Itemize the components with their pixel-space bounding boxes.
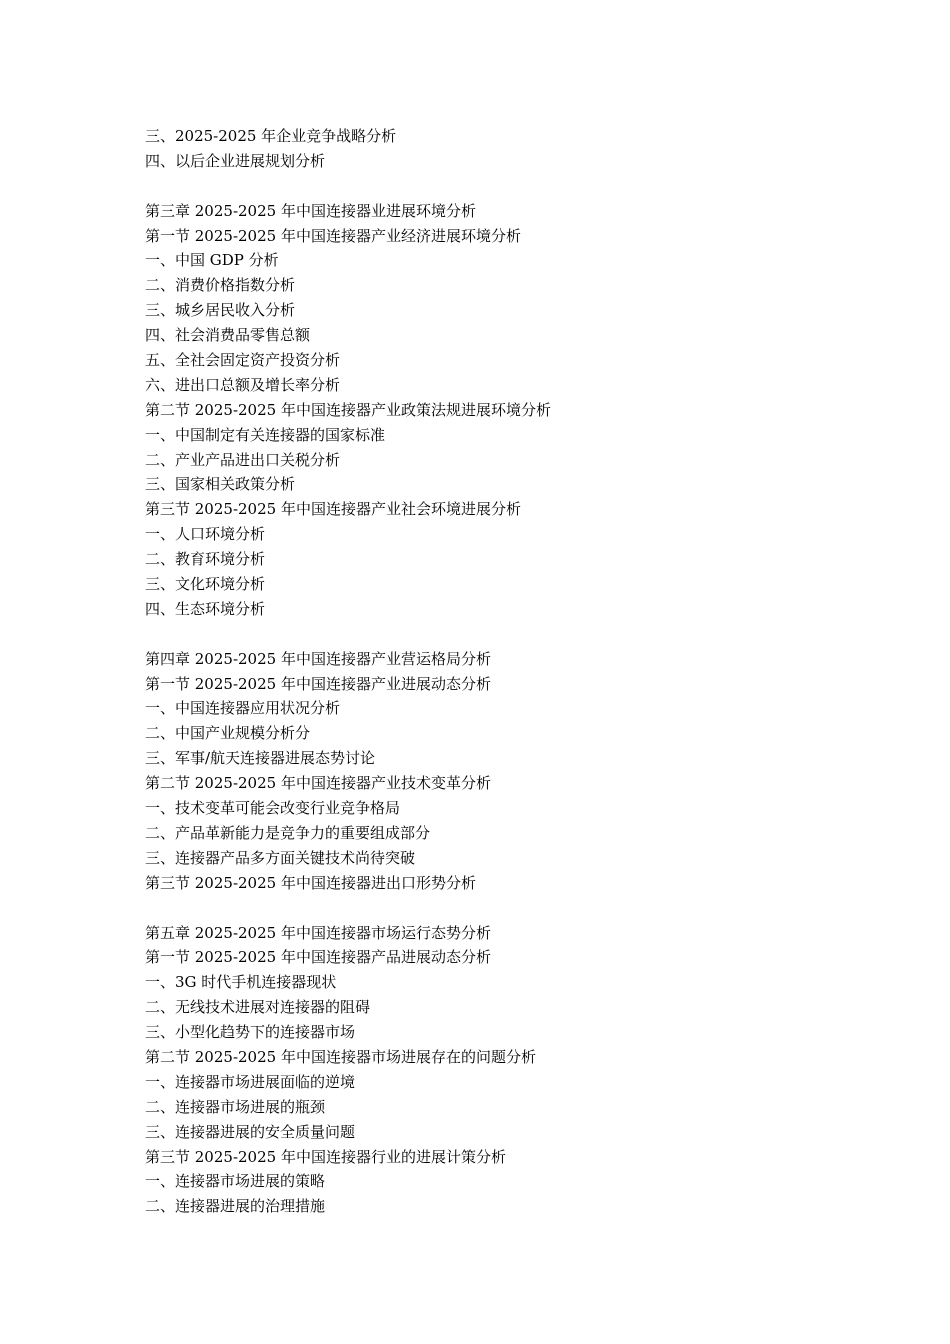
section-heading: 第二节 2025-2025 年中国连接器产业政策法规进展环境分析 — [145, 400, 551, 419]
section-heading: 第一节 2025-2025 年中国连接器产业经济进展环境分析 — [145, 226, 521, 245]
chapter-heading: 第四章 2025-2025 年中国连接器产业营运格局分析 — [145, 649, 491, 668]
toc-item: 二、连接器进展的治理措施 — [145, 1197, 326, 1216]
blank-line — [145, 622, 905, 647]
section-heading: 第二节 2025-2025 年中国连接器产业技术变革分析 — [145, 774, 491, 793]
toc-item: 二、中国产业规模分析分 — [145, 724, 311, 743]
toc-item: 一、中国 GDP 分析 — [145, 251, 279, 270]
blank-line — [145, 896, 905, 921]
blank-line — [145, 174, 905, 199]
toc-item: 六、进出口总额及增长率分析 — [145, 375, 341, 394]
toc-item: 三、军事/航天连接器进展态势讨论 — [145, 749, 376, 768]
toc-item: 二、产业产品进出口关税分析 — [145, 450, 341, 469]
toc-item: 三、连接器产品多方面关键技术尚待突破 — [145, 848, 416, 867]
toc-item: 一、中国连接器应用状况分析 — [145, 699, 341, 718]
toc-item: 四、生态环境分析 — [145, 599, 266, 618]
section-heading: 第一节 2025-2025 年中国连接器产品进展动态分析 — [145, 948, 491, 967]
section-heading: 第三节 2025-2025 年中国连接器行业的进展计策分析 — [145, 1147, 506, 1166]
chapter-heading: 第五章 2025-2025 年中国连接器市场运行态势分析 — [145, 923, 491, 942]
toc-item: 三、城乡居民收入分析 — [145, 301, 296, 320]
toc-item: 五、全社会固定资产投资分析 — [145, 351, 341, 370]
section-heading: 第一节 2025-2025 年中国连接器产业进展动态分析 — [145, 674, 491, 693]
chapter-heading: 第三章 2025-2025 年中国连接器业进展环境分析 — [145, 201, 476, 220]
section-heading: 第二节 2025-2025 年中国连接器市场进展存在的问题分析 — [145, 1047, 536, 1066]
toc-item: 三、国家相关政策分析 — [145, 475, 296, 494]
toc-item: 四、社会消费品零售总额 — [145, 326, 311, 345]
section-heading: 第三节 2025-2025 年中国连接器产业社会环境进展分析 — [145, 500, 521, 519]
toc-item: 二、教育环境分析 — [145, 550, 266, 569]
section-heading: 第三节 2025-2025 年中国连接器进出口形势分析 — [145, 873, 476, 892]
toc-item: 一、连接器市场进展面临的逆境 — [145, 1072, 356, 1091]
toc-item: 一、中国制定有关连接器的国家标准 — [145, 425, 386, 444]
toc-item: 三、连接器进展的安全质量问题 — [145, 1122, 356, 1141]
toc-item: 三、2025-2025 年企业竞争战略分析 — [145, 127, 397, 145]
toc-item: 三、小型化趋势下的连接器市场 — [145, 1023, 356, 1042]
toc-item: 二、无线技术进展对连接器的阻碍 — [145, 998, 371, 1017]
toc-item: 二、产品革新能力是竞争力的重要组成部分 — [145, 823, 431, 842]
toc-item: 二、连接器市场进展的瓶颈 — [145, 1097, 326, 1116]
toc-item: 一、人口环境分析 — [145, 525, 266, 544]
toc-item: 二、消费价格指数分析 — [145, 276, 296, 295]
toc-item: 一、技术变革可能会改变行业竞争格局 — [145, 799, 401, 818]
toc-item: 四、以后企业进展规划分析 — [145, 151, 326, 170]
toc-item: 一、连接器市场进展的策略 — [145, 1172, 326, 1191]
toc-item: 一、3G 时代手机连接器现状 — [145, 973, 337, 992]
document-page — [145, 124, 905, 1219]
toc-item: 三、文化环境分析 — [145, 575, 266, 594]
